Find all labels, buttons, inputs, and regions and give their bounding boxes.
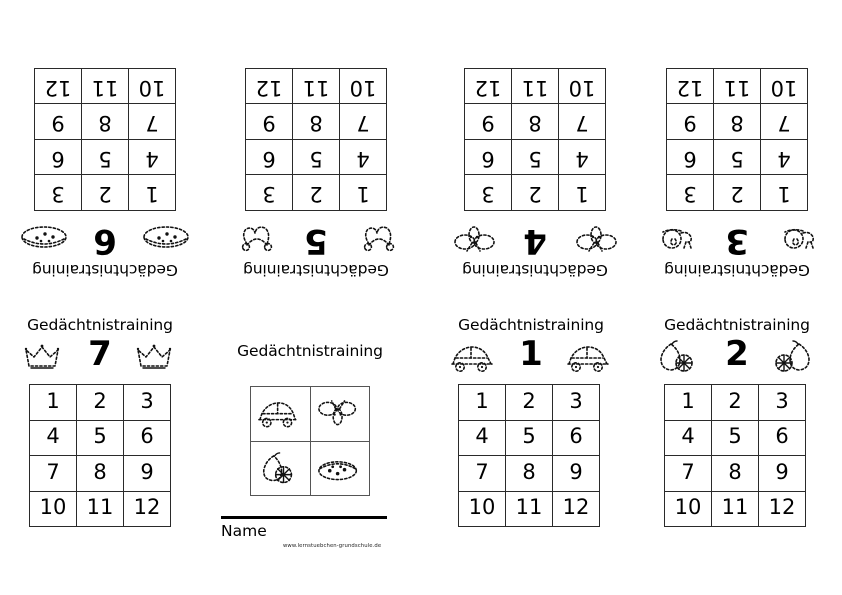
number-cell[interactable]: 6 bbox=[759, 421, 806, 457]
number-cell[interactable]: 5 bbox=[511, 139, 558, 175]
number-cell[interactable]: 6 bbox=[34, 139, 81, 175]
number-grid[interactable] bbox=[666, 68, 808, 211]
number-cell[interactable]: 5 bbox=[292, 139, 339, 175]
number-cell[interactable]: 9 bbox=[553, 456, 600, 492]
card-3[interactable] bbox=[632, 0, 842, 297]
picture-cell[interactable] bbox=[311, 442, 371, 497]
cherries-icon bbox=[351, 219, 403, 255]
picture-cell[interactable] bbox=[311, 387, 371, 442]
crown-icon bbox=[17, 340, 69, 376]
number-cell[interactable]: 3 bbox=[666, 175, 713, 211]
card-number: 4 bbox=[523, 221, 547, 261]
card-4[interactable] bbox=[430, 0, 640, 297]
number-cell[interactable]: 5 bbox=[712, 421, 759, 457]
number-cell[interactable]: 2 bbox=[511, 175, 558, 211]
number-cell[interactable]: 4 bbox=[339, 139, 386, 175]
number-grid[interactable] bbox=[29, 384, 171, 527]
picture-cell[interactable] bbox=[251, 442, 311, 497]
card-headrow bbox=[0, 215, 210, 263]
number-cell[interactable]: 3 bbox=[124, 385, 171, 421]
butterfly-icon bbox=[570, 219, 622, 255]
card-title: Gedächtnistraining bbox=[237, 342, 383, 360]
lemon-icon bbox=[766, 340, 818, 376]
number-cell[interactable]: 1 bbox=[558, 175, 605, 211]
card-headrow bbox=[430, 215, 640, 263]
number-cell[interactable]: 7 bbox=[339, 104, 386, 140]
number-cell[interactable]: 2 bbox=[81, 175, 128, 211]
pear-ball-icon bbox=[254, 451, 307, 486]
number-cell[interactable]: 12 bbox=[464, 68, 511, 104]
number-cell[interactable]: 8 bbox=[292, 104, 339, 140]
number-grid[interactable] bbox=[245, 68, 387, 211]
card-number: 7 bbox=[88, 334, 112, 374]
lemon-icon bbox=[654, 340, 706, 376]
number-cell[interactable]: 2 bbox=[506, 385, 553, 421]
number-cell[interactable]: 7 bbox=[558, 104, 605, 140]
butterfly-icon bbox=[448, 219, 500, 255]
number-cell[interactable]: 1 bbox=[128, 175, 175, 211]
number-cell[interactable]: 6 bbox=[666, 139, 713, 175]
number-cell[interactable]: 2 bbox=[713, 175, 760, 211]
number-cell[interactable]: 9 bbox=[464, 104, 511, 140]
number-cell[interactable]: 3 bbox=[34, 175, 81, 211]
pizza-icon bbox=[140, 219, 192, 255]
number-cell[interactable]: 11 bbox=[77, 492, 124, 528]
number-cell[interactable]: 7 bbox=[128, 104, 175, 140]
number-grid[interactable] bbox=[664, 384, 806, 527]
card-cover[interactable] bbox=[205, 298, 415, 595]
card-number: 6 bbox=[93, 221, 117, 261]
number-cell[interactable]: 12 bbox=[34, 68, 81, 104]
number-cell[interactable]: 5 bbox=[81, 139, 128, 175]
card-number: 2 bbox=[725, 334, 749, 374]
card-number: 1 bbox=[519, 334, 543, 374]
number-cell[interactable]: 6 bbox=[464, 139, 511, 175]
number-cell[interactable]: 12 bbox=[759, 492, 806, 528]
number-cell[interactable]: 8 bbox=[506, 456, 553, 492]
number-cell[interactable]: 9 bbox=[34, 104, 81, 140]
card-2[interactable] bbox=[632, 298, 842, 595]
car-icon bbox=[254, 396, 307, 431]
card-title: Gedächtnistraining bbox=[243, 261, 389, 279]
card-1[interactable] bbox=[426, 298, 636, 595]
car-icon bbox=[562, 340, 614, 376]
watermark-url: www.lernstuebchen-grundschule.de bbox=[283, 543, 382, 549]
name-rule bbox=[221, 516, 387, 519]
number-grid[interactable] bbox=[34, 68, 176, 211]
number-cell[interactable]: 6 bbox=[245, 139, 292, 175]
number-cell[interactable]: 7 bbox=[760, 104, 807, 140]
number-cell[interactable]: 3 bbox=[759, 385, 806, 421]
number-cell[interactable]: 4 bbox=[459, 421, 506, 457]
number-cell[interactable]: 9 bbox=[245, 104, 292, 140]
number-cell[interactable]: 1 bbox=[459, 385, 506, 421]
card-number: 5 bbox=[304, 221, 328, 261]
number-grid[interactable] bbox=[464, 68, 606, 211]
number-cell[interactable]: 10 bbox=[760, 68, 807, 104]
card-title: Gedächtnistraining bbox=[664, 261, 810, 279]
number-cell[interactable]: 9 bbox=[666, 104, 713, 140]
number-cell[interactable]: 6 bbox=[553, 421, 600, 457]
card-headrow bbox=[0, 332, 205, 380]
number-cell[interactable]: 11 bbox=[81, 68, 128, 104]
number-cell[interactable]: 10 bbox=[30, 492, 77, 528]
number-cell[interactable]: 9 bbox=[124, 456, 171, 492]
number-cell[interactable]: 10 bbox=[665, 492, 712, 528]
number-cell[interactable]: 3 bbox=[245, 175, 292, 211]
butterfly-icon bbox=[314, 396, 367, 431]
number-cell[interactable]: 11 bbox=[292, 68, 339, 104]
picture-grid[interactable] bbox=[250, 386, 370, 496]
number-cell[interactable]: 8 bbox=[713, 104, 760, 140]
card-headrow bbox=[211, 215, 421, 263]
number-cell[interactable]: 9 bbox=[759, 456, 806, 492]
number-cell[interactable]: 2 bbox=[292, 175, 339, 211]
number-cell[interactable]: 6 bbox=[124, 421, 171, 457]
number-cell[interactable]: 1 bbox=[760, 175, 807, 211]
card-title: Gedächtnistraining bbox=[458, 316, 604, 334]
number-cell[interactable]: 1 bbox=[665, 385, 712, 421]
card-headrow bbox=[632, 332, 842, 380]
card-headrow bbox=[632, 215, 842, 263]
number-cell[interactable]: 10 bbox=[128, 68, 175, 104]
name-label: Name bbox=[221, 522, 267, 540]
number-cell[interactable]: 12 bbox=[124, 492, 171, 528]
number-cell[interactable]: 3 bbox=[464, 175, 511, 211]
card-title: Gedächtnistraining bbox=[27, 316, 173, 334]
number-cell[interactable]: 8 bbox=[81, 104, 128, 140]
number-grid[interactable] bbox=[458, 384, 600, 527]
crown-icon bbox=[129, 340, 181, 376]
number-cell[interactable]: 10 bbox=[558, 68, 605, 104]
number-cell[interactable]: 7 bbox=[665, 456, 712, 492]
picture-cell[interactable] bbox=[251, 387, 311, 442]
number-cell[interactable]: 5 bbox=[713, 139, 760, 175]
card-title: Gedächtnistraining bbox=[32, 261, 178, 279]
number-cell[interactable]: 2 bbox=[712, 385, 759, 421]
number-cell[interactable]: 8 bbox=[77, 456, 124, 492]
number-cell[interactable]: 4 bbox=[558, 139, 605, 175]
number-cell[interactable]: 4 bbox=[128, 139, 175, 175]
number-cell[interactable]: 10 bbox=[459, 492, 506, 528]
number-cell[interactable]: 2 bbox=[77, 385, 124, 421]
snail-icon bbox=[772, 219, 824, 255]
number-cell[interactable]: 4 bbox=[665, 421, 712, 457]
number-cell[interactable]: 4 bbox=[760, 139, 807, 175]
number-cell[interactable]: 7 bbox=[30, 456, 77, 492]
card-title: Gedächtnistraining bbox=[664, 316, 810, 334]
number-cell[interactable]: 10 bbox=[339, 68, 386, 104]
card-headrow bbox=[426, 332, 636, 380]
card-6[interactable] bbox=[0, 0, 210, 297]
number-cell[interactable]: 12 bbox=[666, 68, 713, 104]
number-cell[interactable]: 8 bbox=[712, 456, 759, 492]
number-cell[interactable]: 11 bbox=[712, 492, 759, 528]
number-cell[interactable]: 8 bbox=[511, 104, 558, 140]
car-icon bbox=[446, 340, 498, 376]
number-cell[interactable]: 12 bbox=[553, 492, 600, 528]
number-cell[interactable]: 11 bbox=[511, 68, 558, 104]
number-cell[interactable]: 5 bbox=[506, 421, 553, 457]
card-number: 3 bbox=[725, 221, 749, 261]
number-cell[interactable]: 11 bbox=[506, 492, 553, 528]
number-cell[interactable]: 11 bbox=[713, 68, 760, 104]
number-cell[interactable]: 1 bbox=[30, 385, 77, 421]
card-5[interactable] bbox=[211, 0, 421, 297]
number-cell[interactable]: 3 bbox=[553, 385, 600, 421]
card-title: Gedächtnistraining bbox=[462, 261, 608, 279]
number-cell[interactable]: 12 bbox=[245, 68, 292, 104]
pizza-icon bbox=[18, 219, 70, 255]
number-cell[interactable]: 5 bbox=[77, 421, 124, 457]
pizza-icon bbox=[314, 451, 367, 486]
number-cell[interactable]: 1 bbox=[339, 175, 386, 211]
number-cell[interactable]: 7 bbox=[459, 456, 506, 492]
snail-icon bbox=[650, 219, 702, 255]
card-7[interactable] bbox=[0, 298, 205, 595]
number-cell[interactable]: 4 bbox=[30, 421, 77, 457]
cherries-icon bbox=[229, 219, 281, 255]
